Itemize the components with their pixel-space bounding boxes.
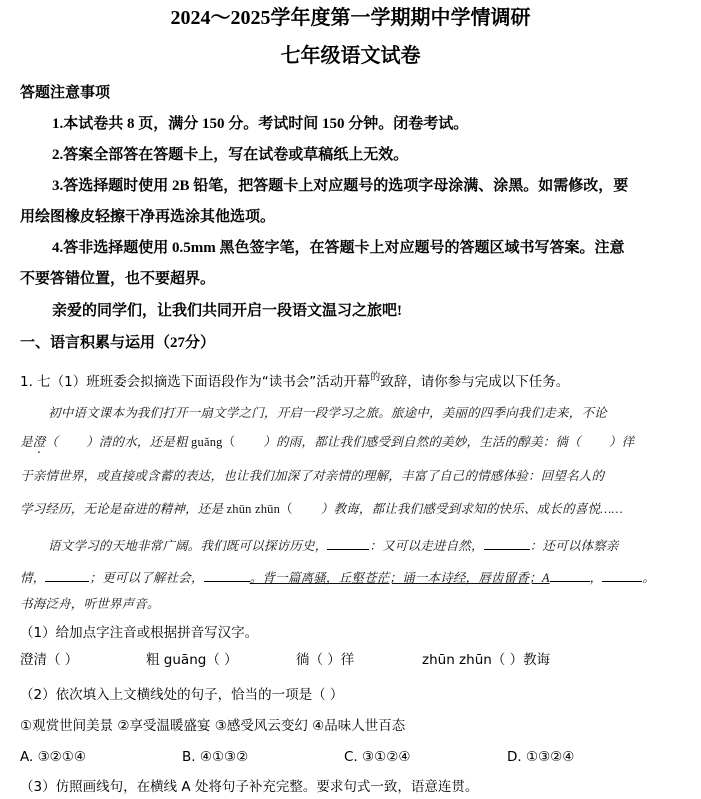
subquestion-3-prompt: （3）仿照画线句，在横线 A 处将句子补充完整。要求句式一致，语意连贯。 — [20, 779, 479, 795]
greeting: 亲爱的同学们，让我们共同开启一段语文温习之旅吧! — [52, 303, 402, 319]
passage-line-3: 于亲情世界，或直接或含蓄的表达，也让我们加深了对亲情的理解，丰富了自己的情感体验：回望名人的 — [20, 469, 605, 483]
blank-a-1[interactable] — [550, 569, 590, 582]
subquestion-1-item-2: 粗 guāng（ ） — [146, 652, 238, 668]
passage-line-2: 是澄（ · ）清的水，还是粗 guǎng（ ）的雨，都让我们感受到自然的美妙，生活的醇美：徜（ ）徉 — [20, 436, 634, 449]
subquestion-1-item-3: 徜（ ）徉 — [296, 652, 355, 668]
note-item-3: 3.答选择题时使用 2B 铅笔，把答题卡上对应题号的选项字母涂满、涂黑。如需修改，要 — [52, 178, 629, 194]
blank-a-2[interactable] — [602, 569, 642, 582]
subquestion-2-options: ①观赏世间美景 ②享受温暖盛宴 ③感受风云变幻 ④品味人世百态 — [20, 718, 406, 734]
notes-heading: 答题注意事项 — [20, 85, 111, 101]
choice-b[interactable]: B. ④①③② — [182, 749, 249, 765]
blank-4[interactable] — [204, 569, 250, 582]
choice-d[interactable]: D. ①③②④ — [507, 749, 575, 765]
question-1-mark: 的 — [370, 372, 381, 383]
subquestion-1-item-4: zhūn zhūn（ ）教诲 — [422, 652, 551, 668]
blank-2[interactable] — [484, 537, 530, 550]
subquestion-1-prompt: （1）给加点字注音或根据拼音写汉字。 — [20, 625, 259, 641]
blank-1[interactable] — [327, 537, 369, 550]
exam-title: 2024～2025学年度第一学期期中学情调研 — [170, 7, 531, 29]
note-item-2: 2.答案全部答在答题卡上，写在试卷或草稿纸上无效。 — [52, 147, 409, 163]
choice-c[interactable]: C. ③①②④ — [344, 749, 411, 765]
note-item-4: 4.答非选择题使用 0.5mm 黑色签字笔，在答题卡上对应题号的答题区域书写答案。注意 — [52, 240, 625, 256]
passage-line-1: 初中语文课本为我们打开一扇文学之门，开启一段学习之旅。旅途中，美丽的四季向我们走来，不论 — [48, 406, 607, 420]
passage-line-6: 情， ；更可以了解社会， 。背一篇离骚，丘壑苍茫；诵一本诗经，唇齿留香；A ， 。 — [20, 571, 656, 585]
question-1-prompt: 1. 七（1）班班委会拟摘选下面语段作为“读书会”活动开幕$^的$致辞，请你参与完成以下任务。 — [20, 372, 570, 390]
subquestion-1-item-1: 澄清（ ） — [20, 652, 79, 668]
section-heading: 一、语言积累与运用（27分） — [20, 335, 216, 351]
blank-3[interactable] — [45, 569, 89, 582]
exam-subtitle: 七年级语文试卷 — [280, 45, 421, 67]
choice-a[interactable]: A. ③②①④ — [20, 749, 86, 765]
note-item-3-cont: 用绘图橡皮轻擦干净再选涂其他选项。 — [20, 209, 276, 225]
subquestion-2-prompt: （2）依次填入上文横线处的句子，恰当的一项是（ ） — [20, 687, 344, 703]
passage-line-7: 书海泛舟，听世界声音。 — [20, 597, 160, 611]
passage-line-4: 学习经历，无论是奋进的精神，还是 zhūn zhūn（ ）教诲，都让我们感受到求知的快乐、成长的喜悦…… — [20, 502, 623, 516]
note-item-4-cont: 不要答错位置，也不要超界。 — [20, 271, 216, 287]
note-item-1: 1.本试卷共 8 页，满分 150 分。考试时间 150 分钟。闭卷考试。 — [52, 116, 469, 132]
passage-line-5: 语文学习的天地非常广阔。我们既可以探访历史， ：又可以走进自然， ：还可以体察亲 — [48, 539, 619, 553]
